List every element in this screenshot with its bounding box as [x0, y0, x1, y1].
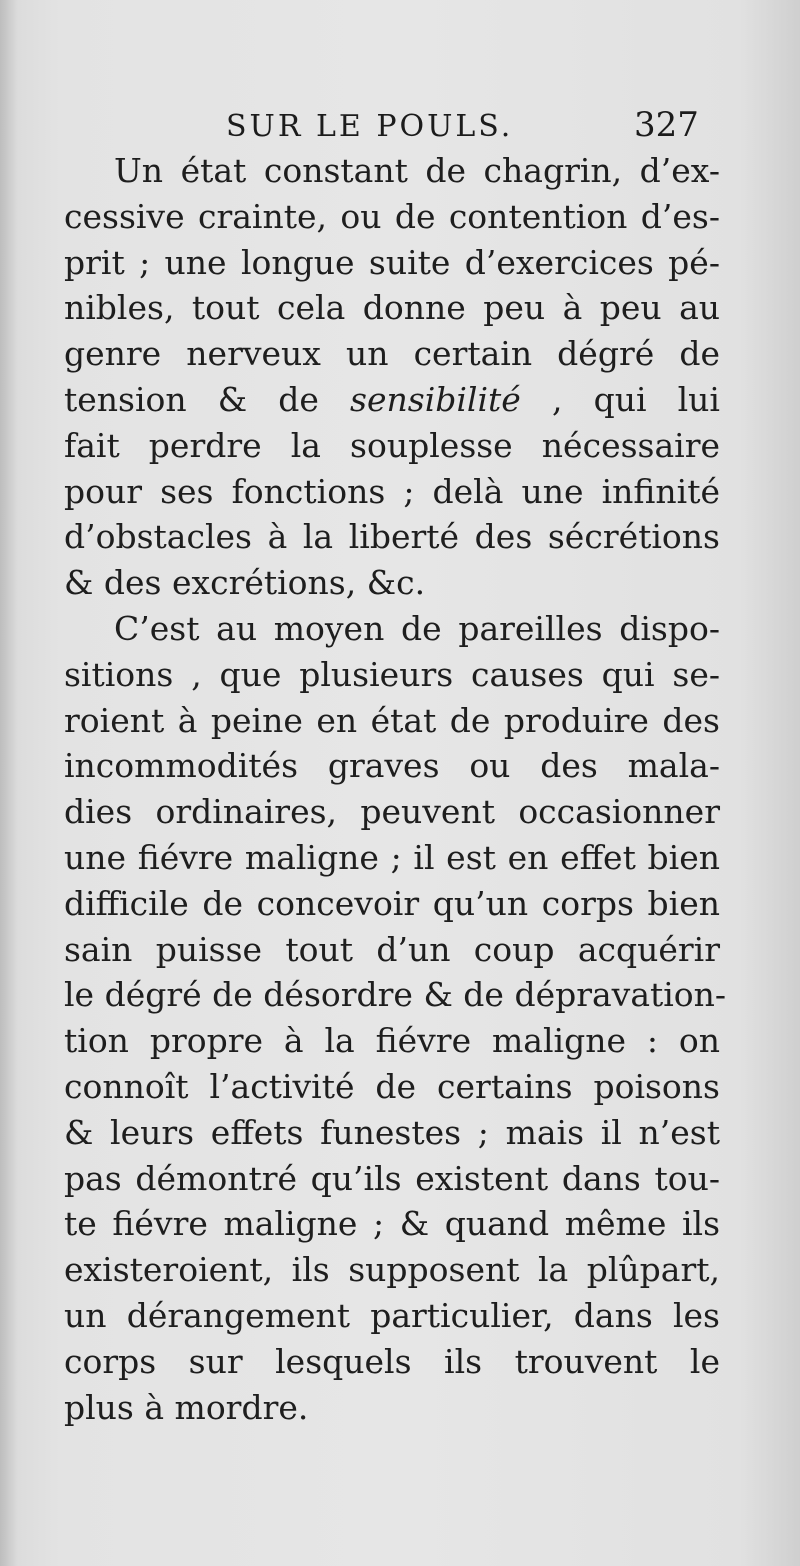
text-line: roient à peine en état de produire des [64, 700, 720, 740]
text-line: prit ; une longue suite d’exercices pé- [64, 242, 720, 282]
body-text [64, 148, 727, 1430]
text-line: pour ses fonctions ; delà une infinité [64, 471, 720, 511]
page-number: 327 [634, 105, 699, 145]
text-line: C’est au moyen de pareilles dispo- [114, 608, 720, 648]
text-line: plus à mordre. [64, 1387, 309, 1427]
text-line: tion propre à la fiévre maligne : on [64, 1021, 720, 1061]
text-line: pas démontré qu’ils existent dans tou- [64, 1158, 720, 1198]
text-line: corps sur lesquels ils trouvent le [64, 1341, 720, 1381]
text-line: sitions , que plusieurs causes qui se- [64, 654, 720, 694]
text-line: genre nerveux un certain dégré de [64, 334, 720, 374]
page-header [0, 103, 800, 153]
text-line: Un état constant de chagrin, d’ex- [114, 151, 720, 190]
text-line: difficile de concevoir qu’un corps bien [64, 883, 720, 923]
text-line: fait perdre la souplesse nécessaire [64, 425, 720, 465]
text-line: & leurs effets funestes ; mais il n’est [64, 1112, 720, 1152]
text-line: nibles, tout cela donne peu à peu au [64, 288, 720, 328]
text-line: existeroient, ils supposent la plûpart, [64, 1250, 720, 1290]
text-line: le dégré de désordre & de dépravation- [64, 975, 727, 1015]
text-segment: , qui lui [551, 379, 720, 419]
text-line: incommodités graves ou des mala- [64, 746, 720, 786]
text-line: d’obstacles à la liberté des sécrétions [64, 517, 720, 557]
text-line: & des excrétions, &c. [64, 563, 426, 603]
text-line: connoît l’activité de certains poisons [64, 1066, 720, 1106]
text-line: te fiévre maligne ; & quand même ils [64, 1204, 720, 1244]
text-line: une fiévre maligne ; il est en effet bien [64, 837, 720, 877]
text-line: un dérangement particulier, dans les [64, 1295, 720, 1335]
text-line [64, 377, 720, 423]
italic-word: sensibilité [350, 379, 521, 419]
text-segment: tension & de [64, 379, 319, 419]
text-line: dies ordinaires, peuvent occasionner [64, 792, 720, 832]
text-line: cessive crainte, ou de contention d’es- [64, 196, 720, 236]
running-title: SUR LE POULS. [226, 109, 514, 144]
paragraph-2 [64, 606, 727, 1430]
paragraph-1 [64, 148, 720, 606]
text-line: sain puisse tout d’un coup acquérir [64, 929, 720, 969]
